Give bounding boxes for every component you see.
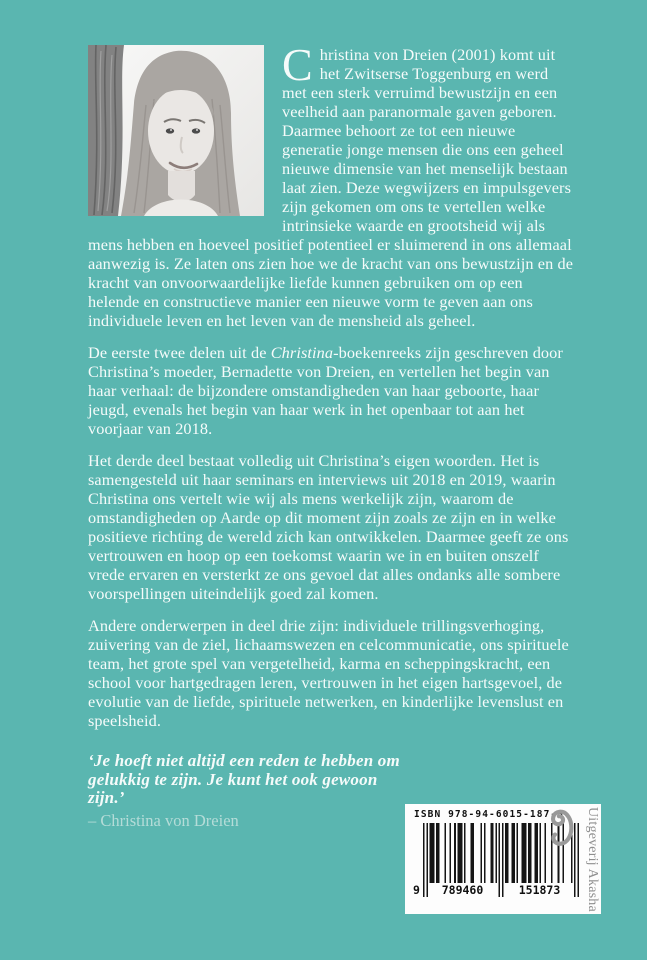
bio-paragraph-2-rest: -boekenreeks zijn geschreven door Christina’s moeder, Bernadette von Dreien, en vertellen het begin van haar verhaal: de bijzondere omstandigheden van haar geboorte, haar jeugd, evenals het begin van haar werk in het openbaar tot aan het voorjaar van 2018. <box>88 343 563 438</box>
series-title-italic: Christina <box>270 343 334 362</box>
barcode-digit-first: 9 <box>413 883 420 897</box>
bio-paragraph-2 <box>88 343 575 438</box>
isbn-label: ISBN 978-94-6015-187-3 <box>414 809 565 820</box>
bio-paragraph-1-text: hristina von Dreien (2001) komt uit het Zwitserse Toggenburg en werd met een sterk verruimd bewustzijn en een veelheid aan paranormale gaven geboren. Daarmee behoort ze tot een nieuwe generatie jonge mensen die ons een geheel nieuwe dimensie van het menselijk bestaan laat zien. Deze wegwijzers en impulsgevers zijn gekomen om ons te vertellen welke intrinsieke waarde en grootsheid wij als mens hebben en hoeveel positief potentieel er sluimerend in ons allemaal aanwezig is. Ze laten ons zien hoe we de kracht van ons bewustzijn en de kracht van onvoorwaardelijke liefde kunnen gebruiken om op een helende en constructieve manier een nieuwe vorm te geven aan ons individuele leven en het leven van de mensheid als geheel. <box>88 45 574 330</box>
barcode-digits-group2: 151873 <box>505 884 574 897</box>
bio-text-column <box>88 39 575 743</box>
barcode-digits-group1: 789460 <box>428 884 497 897</box>
isbn-box <box>405 804 601 914</box>
eye-left <box>166 128 174 133</box>
bio-paragraph-4: Andere onderwerpen in deel drie zijn: individuele trillingsverhoging, zuivering van de ziel, lichaamswezen en celcommunicatie, ons spirituele team, het grote spel van vergetelheid, karma en scheppingskracht, een school voor hartgedragen leren, vertrouwen in het eigen hartsgevoel, de evolutie van de liefde, spirituele netwerken, en kinderlijke levenslust en speelsheid. <box>88 616 569 730</box>
eye-right <box>192 128 200 133</box>
bio-paragraph-3: Het derde deel bestaat volledig uit Christina’s eigen woorden. Het is samengesteld uit haar seminars en interviews uit 2018 en 2019, waarin Christina ons vertelt wie wij als mens werkelijk zijn, waarom de omstandigheden op Aarde op dit moment zijn zoals ze zijn en in welke positieve richting de wereld zich kan ontwikkelen. Daarmee geeft ze ons vertrouwen en hoop op een toekomst waarin we in en buiten onszelf vrede ervaren en versterkt ze ons gevoel dat alles ondanks alle sombere voorspellingen uiteindelijk goed zal komen. <box>88 451 569 603</box>
akasha-swirl-icon <box>543 809 577 849</box>
quote-block <box>88 752 418 830</box>
quote-text: ‘Je hoeft niet altijd een reden te hebben om gelukkig te zijn. Je kunt het ook gewoon zijn.’ <box>88 751 400 808</box>
bio-paragraph-2-lead: De eerste twee delen uit de <box>88 343 271 362</box>
drop-cap: C <box>282 39 313 90</box>
portrait-photo <box>88 45 264 216</box>
face <box>148 88 214 174</box>
quote-attribution: – Christina von Dreien <box>88 810 239 830</box>
neck <box>168 171 195 202</box>
publisher-name: Uitgeverij Akasha <box>585 807 600 912</box>
